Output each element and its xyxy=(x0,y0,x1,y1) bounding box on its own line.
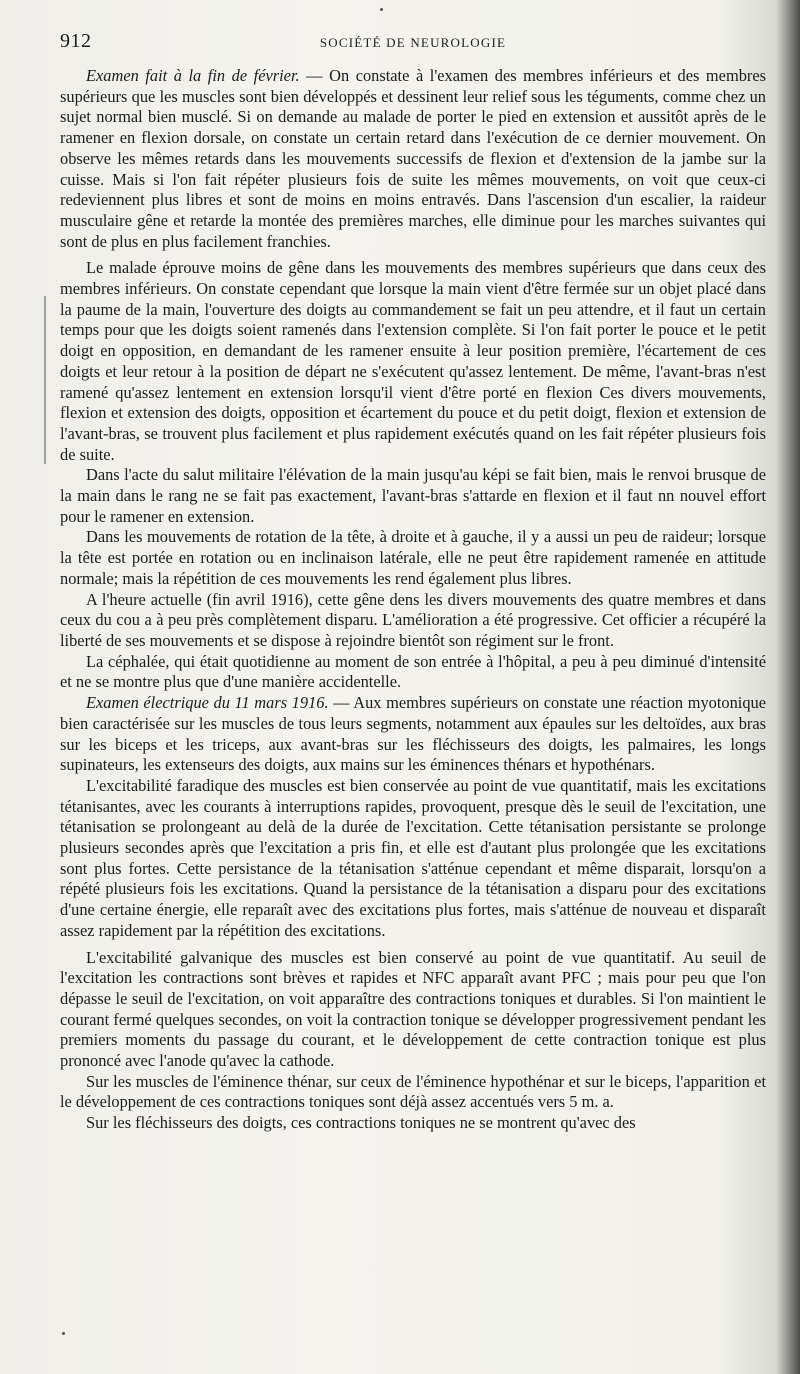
paragraph-text: Dans les mouvements de rotation de la tête, à droite et à gauche, il y a aussi un peu de raideur; lorsque la tête est portée en rotation ou en inclinaison latérale, elle ne peut être rapidement ramenée en attitude normale; mais la répétition de ces mouvements les rend également plus libres. xyxy=(60,527,766,588)
paragraph-text: La céphalée, qui était quotidienne au moment de son entrée à l'hôpital, a peu à peu diminué d'intensité et ne se montre plus que d'une manière accidentelle. xyxy=(60,651,766,692)
paragraph xyxy=(60,693,766,776)
paragraph xyxy=(60,527,766,589)
paragraph xyxy=(60,1113,766,1134)
paragraph xyxy=(60,1072,766,1113)
paragraph-text: Dans l'acte du salut militaire l'élévation de la main jusqu'au képi se fait bien, mais le renvoi brusque de la main dans le rang ne se fait pas exactement, l'avant-bras s'attarde en flexion et il faut nn nouvel effort pour le ramener en extension. xyxy=(60,465,766,526)
paragraph-text: Sur les muscles de l'éminence thénar, sur ceux de l'éminence hypothénar et sur le biceps, l'apparition et le développement de ces contractions toniques sont déjà assez accentués vers 5 m. a. xyxy=(60,1071,766,1112)
paragraph xyxy=(60,948,766,1072)
paragraph xyxy=(60,258,766,465)
running-head: SOCIÉTÉ DE NEUROLOGIE xyxy=(319,35,507,50)
paragraph xyxy=(60,465,766,527)
margin-mark xyxy=(44,296,46,464)
paragraph-text: — Aux membres supérieurs on constate une réaction myotonique bien caractérisée sur les muscles de tous leurs segments, notamment aux épaules sur les deltoïdes, aux bras sur les biceps et les triceps, aux avant-bras sur les fléchisseurs des doigts, les palmaires, les longs supinateurs, les extenseurs des doigts, aux mains sur les éminences thénars et hypothénars. xyxy=(60,693,766,775)
paragraph-text: A l'heure actuelle (fin avril 1916), cette gêne dens les divers mouvements des quatre membres et dans ceux du cou a à peu près complètement disparu. L'amélioration a été progressive. Cet officier a récupéré la liberté de ses mouvements et se dispose à rejoindre bientôt son régiment sur le front. xyxy=(60,589,766,650)
paragraph-text: Sur les fléchisseurs des doigts, ces contractions toniques ne se montrent qu'avec des xyxy=(86,1113,636,1133)
section-lead: Examen électrique du 11 mars 1916. xyxy=(86,693,329,713)
paragraph xyxy=(60,776,766,942)
section-lead: Examen fait à la fin de février. xyxy=(86,66,300,85)
print-speck xyxy=(380,8,383,11)
paragraph xyxy=(60,652,766,693)
paragraph-text: Le malade éprouve moins de gêne dans les mouvements des membres supérieurs que dans ceux des membres inférieurs. On constate cependant que lorsque la main vient d'être fermée sur un objet placé dans la paume de la main, l'ouverture des doigts au commandement se fait un peu attendre, et il faut un certain temps pour que les doigts soient ramenés dans l'extension complète. Si l'on fait porter le pouce et le petit doigt en opposition, en demandant de les ramener ensuite à leur position première, l'écartement de ces doigts et leur retour à la position de départ ne s'exécutent qu'assez lentement. De même, l'avant-bras n'est ramené qu'assez lentement en extension lorsqu'il vient d'être porté en flexion Ces divers mouvements, flexion et extension des doigts, opposition et écartement du pouce et du petit doigt, flexion et extension de l'avant-bras, se trouvent plus facilement et plus rapidement exécutés quand on les fait répéter plusieurs fois de suite. xyxy=(60,258,766,464)
paragraph-text: L'excitabilité faradique des muscles est bien conservée au point de vue quantitatif, mais les excitations tétanisantes, avec les courants à interruptions rapides, provoquent, presque dès le seuil de l'excitation, une tétanisation se prolongeant au delà de la durée de l'excitation. Cette tétanisation persistante se prolonge plusieurs secondes après que l'excitation a pris fin, et elle est d'autant plus prolongée que les excitations sont plus fortes. Cette persistance de la tétanisation s'atténue cependant et même disparait, lorsqu'on a répété plusieurs fois les excitations. Quand la persistance de la tétanisation a disparu pour des excitations d'une certaine énergie, elle reparaît avec des excitations plus fortes, mais s'atténue de nouveau et disparaît assez rapidement par la répétition des excitations. xyxy=(60,775,766,940)
page-number: 912 xyxy=(60,30,92,52)
article-body xyxy=(60,66,766,1134)
paragraph-text: — On constate à l'examen des membres inférieurs et des membres supérieurs que les muscles sont bien développés et dessinent leur relief sous les téguments, comme chez un sujet normal bien musclé. Si on demande au malade de porter le pied en extension et aussitôt après de le ramener en flexion dorsale, on constate un certain retard dans l'exécution de ce dernier mouvement. On observe les mêmes retards dans les mouvements successifs de flexion et d'extension de la jambe sur la cuisse. Mais si l'on fait répéter plusieurs fois de suite les mêmes mouvements, on voit que ceux-ci redeviennent plus libres et sont de moins en moins entravés. Dans l'ascension d'un escalier, la raideur musculaire gêne et retarde la montée des premières marches, elle diminue pour les marches suivantes qui sont de plus en plus facilement franchies. xyxy=(60,66,767,251)
page-header xyxy=(60,30,766,54)
paragraph xyxy=(60,66,766,252)
print-speck xyxy=(62,1332,65,1335)
paragraph-text: L'excitabilité galvanique des muscles est bien conservé au point de vue quantitatif. Au seuil de l'excitation les contractions sont brèves et rapides et NFC apparaît avant PFC ; mais pour peu que l'on dépasse le seuil de l'excitation, on voit apparaître des contractions toniques et durables. Si l'on maintient le courant fermé quelques secondes, on voit la contraction tonique se développer progressivement pendant les premiers moments du passage du courant, et le développement de cette contraction tonique est plus prononcé avec l'anode qu'avec la cathode. xyxy=(60,947,766,1071)
paragraph xyxy=(60,590,766,652)
